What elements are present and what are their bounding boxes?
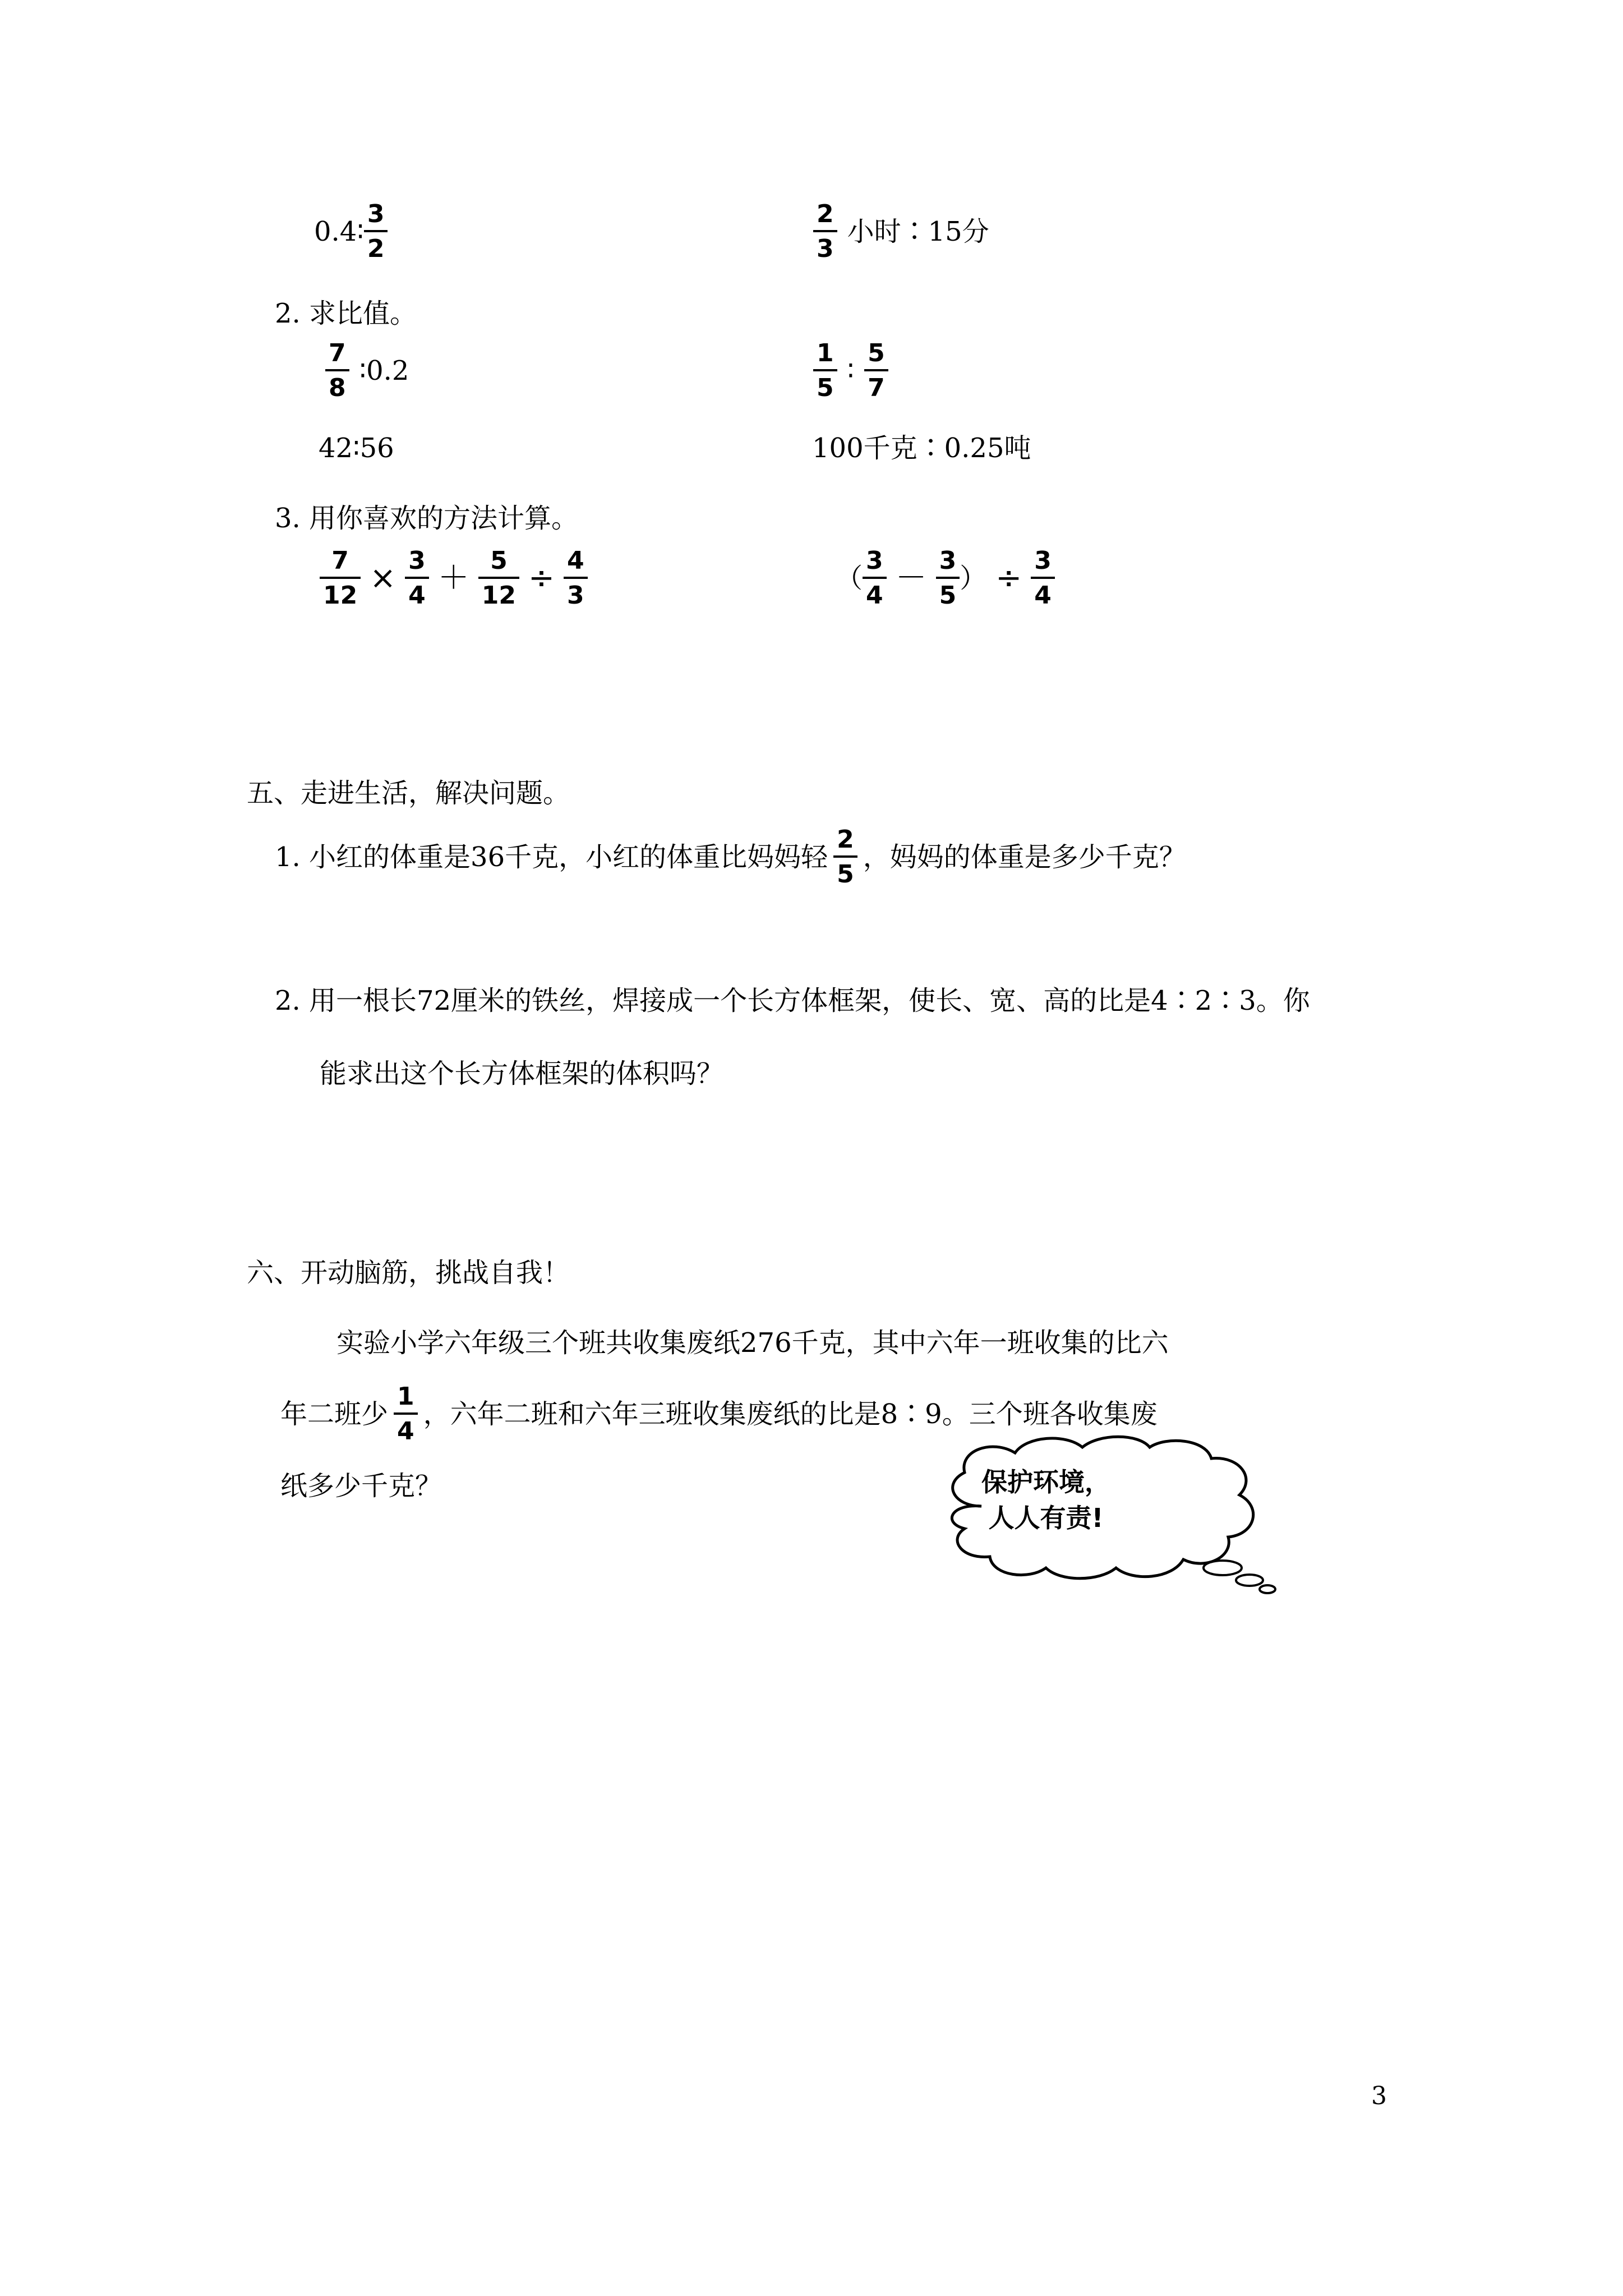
problem-5-1: 1. 小红的体重是36千克，小红的体重比妈妈轻 $\frac{2}{5}$ ，妈妈的体重是多少千克？ <box>275 825 1186 889</box>
ratio-1-prefix: 0.4∶ <box>314 216 364 247</box>
ratio-2-suffix: 小时∶15分 <box>847 216 989 247</box>
fraction: $\frac{3}{4}$ <box>863 549 887 608</box>
question-2-label: 2. 求比值。 <box>275 298 417 329</box>
ratio-item-1 <box>314 202 388 261</box>
problem-6-line3: 纸多少千克？ <box>280 1470 442 1502</box>
ratio-value-d: 100千克∶0.25吨 <box>812 432 1031 464</box>
bubble-line-2: 人人有责! <box>988 1503 1104 1533</box>
fraction: $\frac{2}{3}$ <box>813 202 837 261</box>
fraction: $\frac{3}{4}$ <box>1031 549 1055 608</box>
minus-sign: － <box>895 560 927 596</box>
problem-6-line1: 实验小学六年级三个班共收集废纸276千克，其中六年一班收集的比六 <box>336 1327 1169 1359</box>
question-3-label: 3. 用你喜欢的方法计算。 <box>275 503 579 534</box>
fraction: $\frac{3}{4}$ <box>405 549 429 608</box>
ratio-item-2 <box>813 202 989 261</box>
expression-2 <box>836 546 1055 610</box>
problem-6-line2: 年二班少 $\frac{1}{4}$ ，六年二班和六年三班收集废纸的比是8∶9。三个班各收集废 <box>280 1382 1158 1446</box>
fraction: $\frac{7}{12}$ <box>320 549 361 608</box>
section-6-title: 六、开动脑筋，挑战自我！ <box>247 1257 570 1289</box>
section-5-title: 五、走进生活，解决问题。 <box>247 777 570 809</box>
bubble-line-1: 保护环境， <box>981 1467 1110 1497</box>
fraction: $\frac{5}{7}$ <box>864 341 888 401</box>
fraction: $\frac{3}{2}$ <box>364 202 388 261</box>
ratio-value-a: $\frac{7}{8}$ ∶0.2 <box>325 341 409 401</box>
right-paren: ） <box>960 563 987 594</box>
bubble-text <box>981 1464 1110 1536</box>
plus-sign: ＋ <box>437 560 469 596</box>
fraction: $\frac{1}{4}$ <box>394 1384 418 1444</box>
fraction: $\frac{2}{5}$ <box>833 827 857 887</box>
page-number: 3 <box>1371 2082 1387 2110</box>
fraction: $\frac{3}{5}$ <box>936 549 960 608</box>
fraction: $\frac{1}{5}$ <box>813 341 837 401</box>
problem-5-2-line1: 2. 用一根长72厘米的铁丝，焊接成一个长方体框架，使长、宽、高的比是4∶2∶3。你 <box>275 985 1310 1016</box>
fraction: $\frac{7}{8}$ <box>325 341 349 401</box>
expression-1 <box>320 546 588 610</box>
times-sign: × <box>370 560 396 596</box>
divide-sign: ÷ <box>995 560 1022 596</box>
fraction: $\frac{4}{3}$ <box>564 549 588 608</box>
fraction: $\frac{5}{12}$ <box>478 549 519 608</box>
left-paren: （ <box>836 563 863 594</box>
divide-sign: ÷ <box>528 560 555 596</box>
problem-5-2-line2: 能求出这个长方体框架的体积吗？ <box>320 1058 724 1089</box>
ratio-value-c: 42∶56 <box>319 432 394 464</box>
ratio-value-b: $\frac{1}{5}$ ∶ $\frac{5}{7}$ <box>813 341 888 401</box>
